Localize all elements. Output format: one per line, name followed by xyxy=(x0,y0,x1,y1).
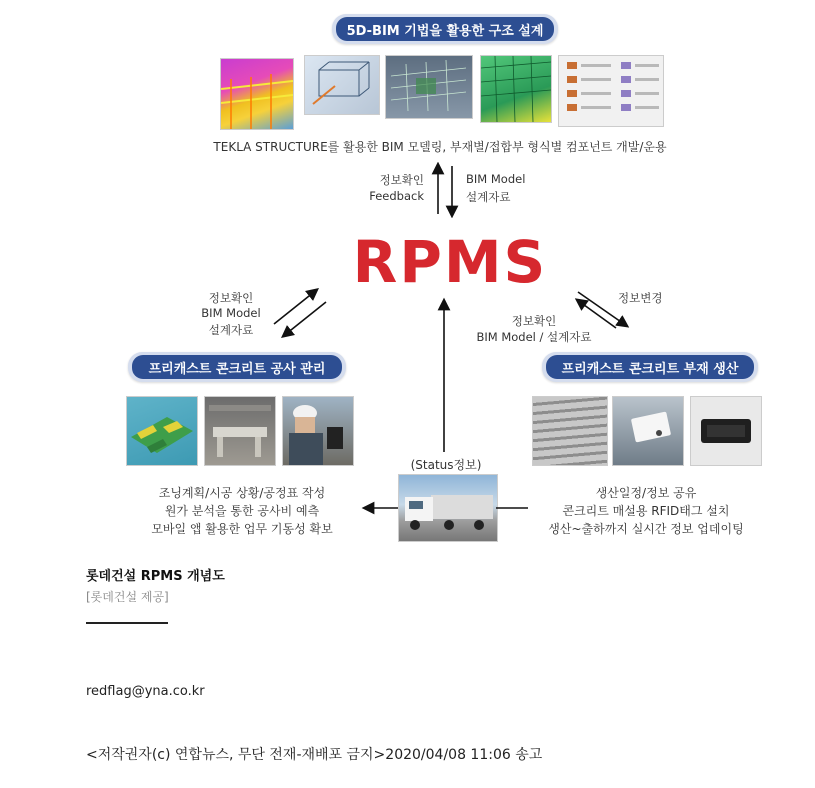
image-caption-title: 롯데건설 RPMS 개념도 xyxy=(86,569,225,584)
copyright-notice: <저작권자(c) 연합뉴스, 무단 전재-재배포 금지>2020/04/08 11:06 송고 xyxy=(86,747,543,763)
left-bullet-1: 조닝계획/시공 상황/공정표 작성 xyxy=(158,486,326,500)
right-arrow-label-top: 정보변경 xyxy=(618,291,663,305)
right-banner-label: 프리캐스트 콘크리트 부재 생산 xyxy=(546,355,754,379)
status-label: (Status정보) xyxy=(410,458,482,472)
left-banner xyxy=(128,352,346,382)
top-banner-label: 5D-BIM 기법을 활용한 구조 설계 xyxy=(336,17,554,41)
divider xyxy=(86,622,168,624)
construction-site-image xyxy=(204,396,276,466)
right-horizontal-line xyxy=(496,500,530,516)
right-arrow-label-bottom-2: BIM Model / 설계자료 xyxy=(476,330,592,344)
worker-mobile-image xyxy=(282,396,354,466)
reporter-email: redflag@yna.co.kr xyxy=(86,684,205,699)
center-up-arrow xyxy=(436,296,452,454)
right-bullet-2: 콘크리트 매설용 RFID태그 설치 xyxy=(562,504,730,518)
construction-3d-image xyxy=(126,396,198,466)
rfid-tag-image xyxy=(612,396,684,466)
truck-image xyxy=(398,474,498,542)
left-arrow-label-2: BIM Model xyxy=(201,306,261,320)
bim-model-image-4 xyxy=(480,55,552,123)
bim-model-image-1 xyxy=(220,58,294,130)
top-right-label-2: 설계자료 xyxy=(466,190,511,204)
right-banner xyxy=(542,352,758,382)
top-left-label-1: 정보확인 xyxy=(379,173,424,187)
left-diagonal-arrows xyxy=(268,286,332,342)
precast-panels-image xyxy=(532,396,608,466)
bim-model-image-2 xyxy=(304,55,380,115)
bim-model-image-3 xyxy=(385,55,473,119)
left-banner-label: 프리캐스트 콘크리트 공사 관리 xyxy=(132,355,342,379)
rfid-device-image xyxy=(690,396,762,466)
top-left-label-2: Feedback xyxy=(369,189,424,203)
top-right-label-1: BIM Model xyxy=(466,172,526,186)
tekla-caption: TEKLA STRUCTURE를 활용한 BIM 모델링, 부재별/접합부 형식별 컴포넌트 개발/운용 xyxy=(213,140,667,154)
left-arrow-label-1: 정보확인 xyxy=(208,291,254,305)
right-arrow-label-bottom-1: 정보확인 xyxy=(511,314,557,328)
top-vertical-arrows xyxy=(428,162,462,218)
top-banner xyxy=(332,14,558,44)
right-bullet-3: 생산~출하까지 실시간 정보 업데이팅 xyxy=(548,522,744,536)
left-bullet-2: 원가 분석을 통한 공사비 예측 xyxy=(164,504,320,518)
component-catalog-image xyxy=(558,55,664,127)
rpms-title: RPMS xyxy=(352,228,548,296)
right-bullet-1: 생산일정/정보 공유 xyxy=(595,486,697,500)
left-bullet-3: 모바일 앱 활용한 업무 기동성 확보 xyxy=(151,522,333,536)
left-horizontal-arrow xyxy=(360,500,400,516)
image-caption-credit: [롯데건설 제공] xyxy=(86,590,169,604)
left-arrow-label-3: 설계자료 xyxy=(208,323,254,337)
